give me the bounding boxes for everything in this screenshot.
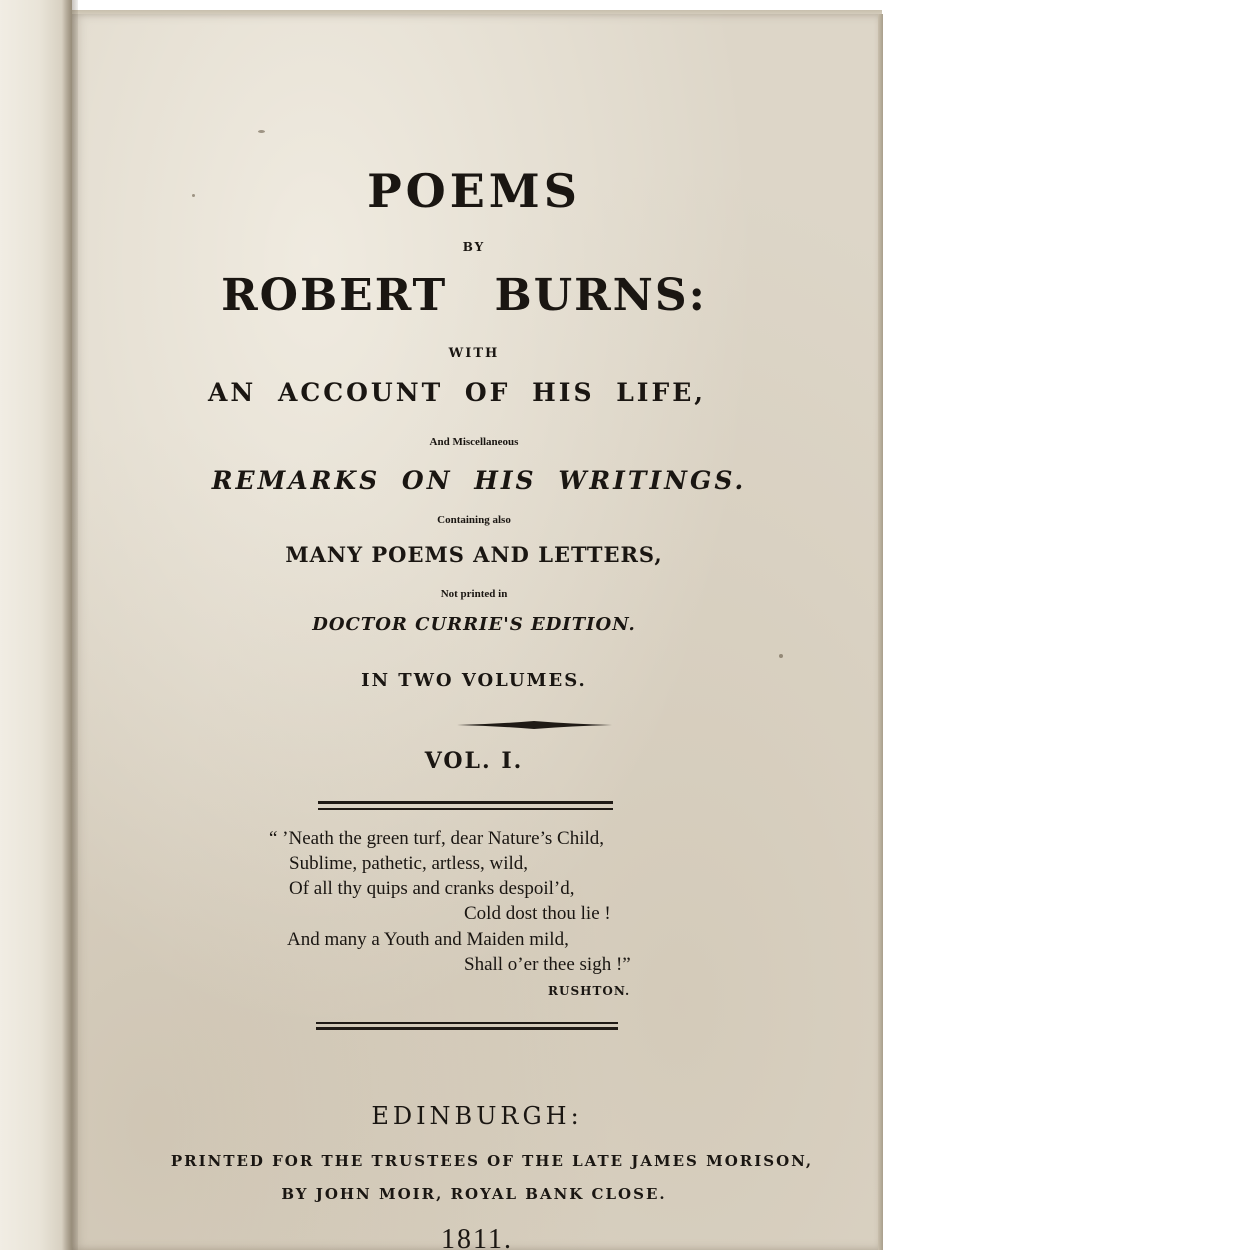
imprint-printed-for: PRINTED FOR THE TRUSTEES OF THE LATE JAMES MORISON, <box>170 1152 814 1170</box>
double-rule-bottom-b <box>316 1027 618 1030</box>
epigraph-line-6: Shall o’er thee sigh !” <box>464 954 631 975</box>
epigraph-line-3: Of all thy quips and cranks despoil’d, <box>289 878 575 899</box>
containing-label: Containing also <box>437 514 511 526</box>
gutter-shadow <box>62 0 78 1250</box>
epigraph-line-2: Sublime, pathetic, artless, wild, <box>289 853 529 874</box>
epigraph-line-1: “ ’Neath the green turf, dear Nature’s Child, <box>269 828 605 849</box>
paper-speck <box>192 194 195 197</box>
page-right-edge <box>878 14 883 1250</box>
miscellaneous-label: And Miscellaneous <box>429 436 519 448</box>
not-printed-label: Not printed in <box>440 588 508 600</box>
volumes-line: IN TWO VOLUMES. <box>361 670 587 691</box>
volume-number: VOL. I. <box>424 748 524 774</box>
many-poems-line: MANY POEMS AND LETTERS, <box>285 542 663 567</box>
epigraph-attribution: RUSHTON. <box>548 984 631 998</box>
remarks-line: REMARKS ON HIS WRITINGS. <box>211 466 747 495</box>
ornamental-swell-rule <box>457 718 612 732</box>
title-page <box>72 14 882 1250</box>
paper-speck <box>779 654 783 658</box>
double-rule-bottom-a <box>316 1022 618 1024</box>
double-rule-top-a <box>318 801 613 804</box>
author-name: ROBERT BURNS: <box>221 270 707 321</box>
epigraph-line-4: Cold dost thou lie ! <box>464 903 611 924</box>
edition-line: DOCTOR CURRIE'S EDITION. <box>312 614 636 635</box>
paper-speck <box>258 130 265 133</box>
imprint-place: EDINBURGH: <box>371 1102 583 1130</box>
book-title: POEMS <box>367 164 581 218</box>
by-label: BY <box>462 240 486 254</box>
double-rule-top-b <box>318 808 613 810</box>
with-label: WITH <box>448 346 500 361</box>
imprint-year: 1811. <box>441 1224 513 1250</box>
imprint-printer: BY JOHN MOIR, ROYAL BANK CLOSE. <box>281 1185 667 1203</box>
epigraph-line-5: And many a Youth and Maiden mild, <box>287 929 569 950</box>
account-line: AN ACCOUNT OF HIS LIFE, <box>208 378 706 407</box>
